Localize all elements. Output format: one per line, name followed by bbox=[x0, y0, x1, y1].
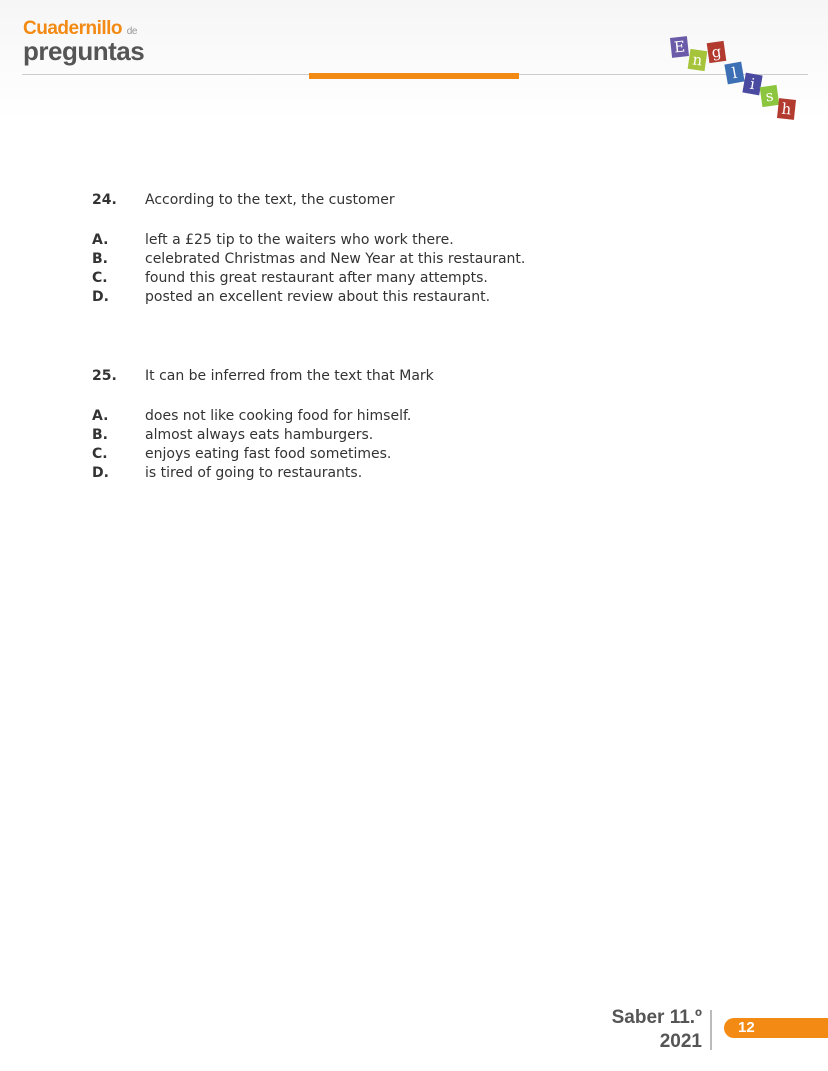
option-text: does not like cooking food for himself. bbox=[145, 408, 412, 424]
header-accent-bar bbox=[309, 73, 519, 79]
option-text: enjoys eating fast food sometimes. bbox=[145, 446, 392, 462]
logo-letter-tile: i bbox=[742, 73, 762, 96]
option-letter: C. bbox=[92, 270, 108, 286]
logo-letter-tile: h bbox=[777, 98, 796, 120]
option-text: found this great restaurant after many attempts. bbox=[145, 270, 488, 286]
option-letter: C. bbox=[92, 446, 108, 462]
footer-divider bbox=[710, 1010, 712, 1050]
question-number: 24. bbox=[92, 192, 117, 208]
question-stem: According to the text, the customer bbox=[145, 192, 395, 208]
question-number: 25. bbox=[92, 368, 117, 384]
page-number: 12 bbox=[724, 1018, 828, 1038]
option-text: celebrated Christmas and New Year at this restaurant. bbox=[145, 251, 526, 267]
option-letter: A. bbox=[92, 232, 109, 248]
option-letter: A. bbox=[92, 408, 109, 424]
logo-letter-tile: n bbox=[688, 49, 708, 71]
logo-letter-tile: s bbox=[760, 85, 780, 107]
option-text: is tired of going to restaurants. bbox=[145, 465, 363, 481]
brand-line2: preguntas bbox=[23, 36, 145, 66]
question-stem: It can be inferred from the text that Mark bbox=[145, 368, 434, 384]
logo-letter-tile: g bbox=[707, 41, 727, 63]
brand-de: de bbox=[126, 26, 137, 37]
option-text: posted an excellent review about this restaurant. bbox=[145, 289, 491, 305]
option-letter: B. bbox=[92, 251, 108, 267]
footer-year: 2021 bbox=[659, 1031, 702, 1052]
footer-saber: Saber 11.º bbox=[611, 1007, 702, 1028]
option-text: left a £25 tip to the waiters who work there. bbox=[145, 232, 454, 248]
logo-letter-tile: l bbox=[724, 62, 744, 85]
logo-letter-tile: E bbox=[670, 36, 689, 58]
option-text: almost always eats hamburgers. bbox=[145, 427, 374, 443]
footer-exam bbox=[612, 1006, 702, 1054]
option-letter: D. bbox=[92, 289, 109, 305]
option-letter: D. bbox=[92, 465, 109, 481]
brand-line1: Cuadernillo bbox=[23, 18, 123, 39]
option-letter: B. bbox=[92, 427, 108, 443]
